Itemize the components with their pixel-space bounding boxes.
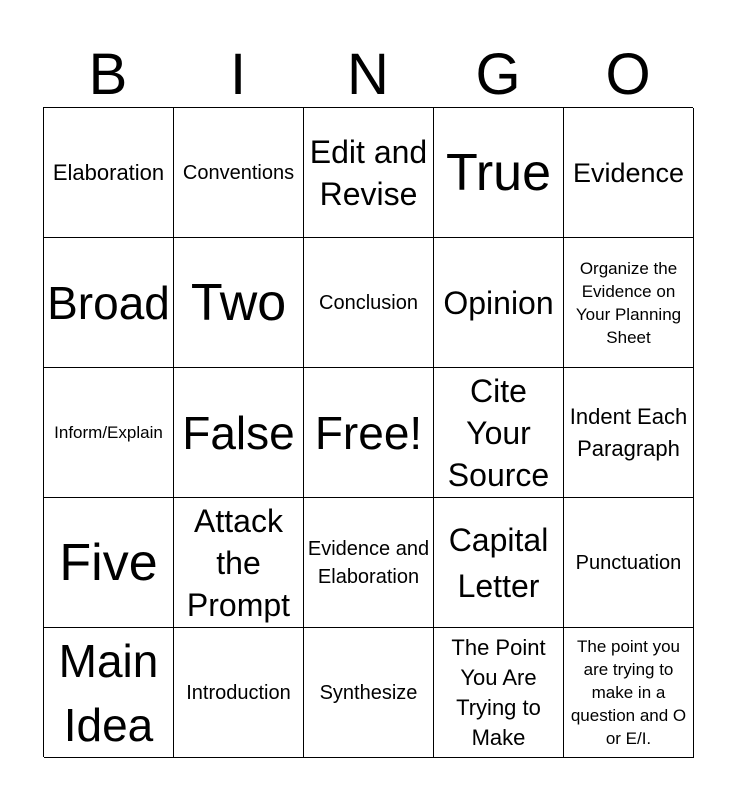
header-letter-b: B <box>88 42 128 107</box>
bingo-cell[interactable] <box>434 628 564 758</box>
bingo-cell[interactable] <box>564 368 694 498</box>
bingo-card-grid <box>43 107 693 757</box>
cell-text: Conclusion <box>319 291 418 314</box>
free-space-text: Free! <box>314 406 423 459</box>
cell-text: Opinion <box>443 284 554 321</box>
cell-text: Two <box>190 273 287 332</box>
bingo-cell[interactable] <box>174 628 304 758</box>
bingo-cell[interactable] <box>304 108 434 238</box>
bingo-cell[interactable] <box>434 368 564 498</box>
cell-text: Cite Your Source <box>447 372 550 493</box>
bingo-cell[interactable] <box>44 368 174 498</box>
cell-text: Organize the Evidence on Your Planning Sheet <box>575 258 682 347</box>
cell-text: Five <box>59 533 158 592</box>
bingo-cell[interactable] <box>44 628 174 758</box>
cell-text: Broad <box>47 276 170 329</box>
bingo-cell[interactable] <box>174 368 304 498</box>
bingo-cell[interactable] <box>564 238 694 368</box>
cell-text: Synthesize <box>319 681 418 704</box>
bingo-cell[interactable] <box>304 498 434 628</box>
bingo-cell[interactable] <box>174 238 304 368</box>
cell-text: Indent Each Paragraph <box>569 403 688 461</box>
cell-text: Attack the Prompt <box>186 502 291 623</box>
cell-text: The Point You Are Trying to Make <box>451 634 546 750</box>
bingo-cell[interactable] <box>564 108 694 238</box>
bingo-cell[interactable] <box>174 108 304 238</box>
header-letter-i: I <box>229 42 247 107</box>
cell-text: Punctuation <box>575 551 682 574</box>
bingo-cell[interactable] <box>434 108 564 238</box>
cell-text: Edit and Revise <box>309 133 428 212</box>
bingo-cell[interactable] <box>44 498 174 628</box>
cell-text: Main Idea <box>58 634 159 751</box>
header-letter-n: N <box>347 42 389 107</box>
cell-text: Elaboration <box>52 160 165 185</box>
bingo-cell[interactable] <box>434 238 564 368</box>
bingo-cell[interactable] <box>44 238 174 368</box>
cell-text: Conventions <box>182 161 295 184</box>
cell-text: Capital Letter <box>448 521 549 604</box>
bingo-header <box>43 42 693 108</box>
bingo-cell[interactable] <box>44 108 174 238</box>
header-letter-g: G <box>475 42 521 107</box>
cell-text: Evidence <box>572 157 685 188</box>
cell-text: Evidence and Elaboration <box>307 537 430 588</box>
cell-text: Inform/Explain <box>54 423 163 442</box>
bingo-cell[interactable] <box>304 628 434 758</box>
bingo-cell[interactable] <box>564 498 694 628</box>
cell-text: False <box>182 406 295 459</box>
bingo-cell[interactable] <box>174 498 304 628</box>
bingo-cell free-space[interactable] <box>304 368 434 498</box>
cell-text: The point you are trying to make in a question and O or E/I. <box>570 637 687 748</box>
bingo-cell[interactable] <box>434 498 564 628</box>
bingo-cell[interactable] <box>564 628 694 758</box>
cell-text: Introduction <box>186 681 291 704</box>
bingo-cell[interactable] <box>304 238 434 368</box>
header-letter-o: O <box>605 42 651 107</box>
cell-text: True <box>446 143 551 202</box>
